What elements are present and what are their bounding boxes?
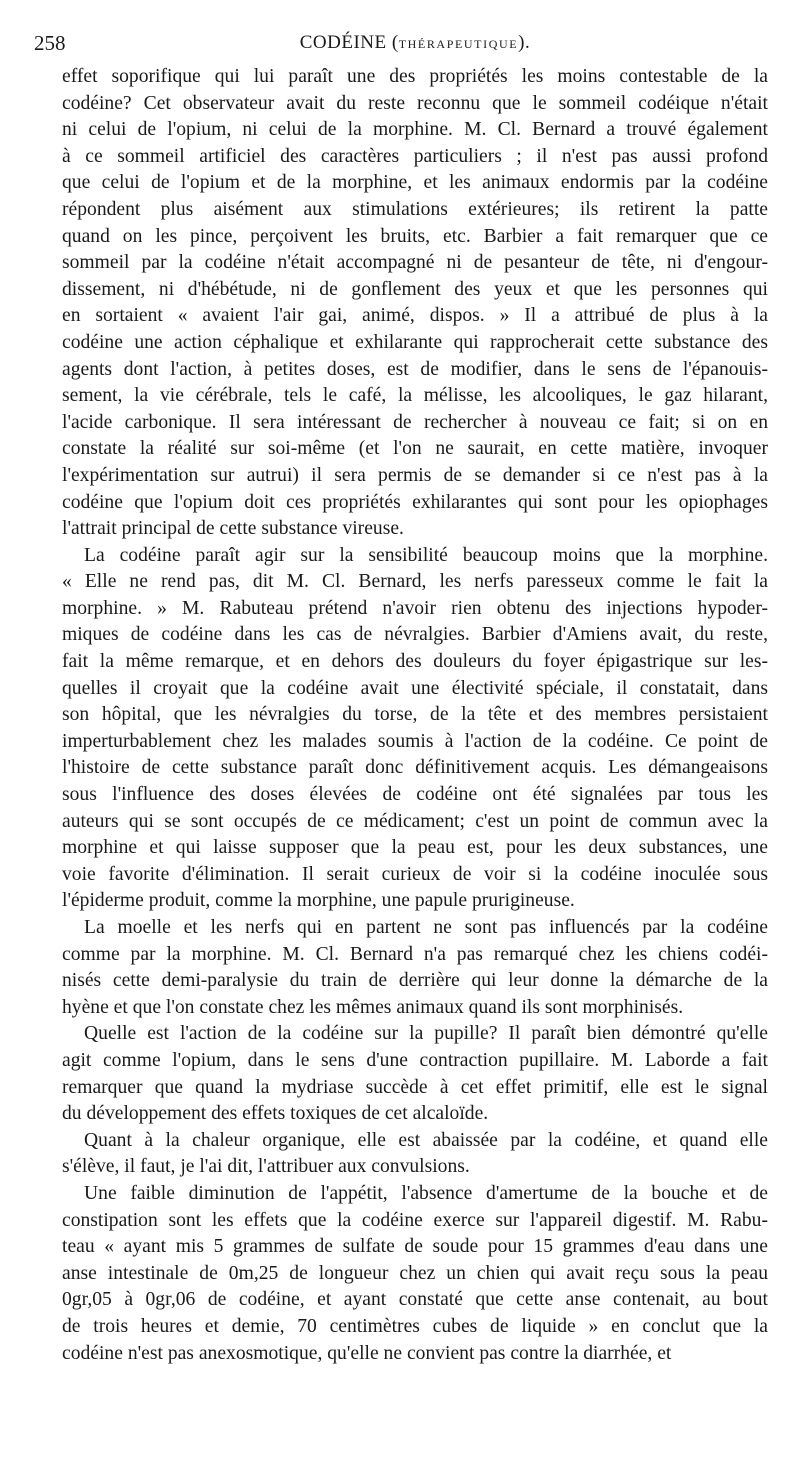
text-line: ni celui de l'opium, ni celui de la morphine. M. Cl. Bernard a trouvé également <box>62 119 768 141</box>
text-line: dissement, ni d'hébétude, ni de gonflement des yeux et que les personnes qui <box>62 278 768 300</box>
text-line: constipation sont les effets que la codéine exerce sur l'appareil digestif. M. Rabu- <box>62 1209 768 1231</box>
text-line: hyène et que l'on constate chez les mêmes animaux quand ils sont morphinisés. <box>62 996 684 1018</box>
text-line: morphine et qui laisse supposer que la peau est, pour les deux substances, une <box>62 837 768 859</box>
running-title-main: CODÉINE ( <box>299 32 399 53</box>
text-line: remarquer que quand la mydriase succède à cet effet primitif, elle est le signal <box>62 1076 768 1098</box>
text-line: Quelle est l'action de la codéine sur la pupille? Il paraît bien démontré qu'elle <box>84 1023 768 1045</box>
text-line: imperturbablement chez les malades soumis à l'action de la codéine. Ce point de <box>62 730 768 752</box>
text-line: anse intestinale de 0m,25 de longueur chez un chien qui avait reçu sous la peau <box>62 1262 768 1284</box>
running-title <box>62 28 768 59</box>
text-line: codéine? Cet observateur avait du reste reconnu que le sommeil codéique n'était <box>62 92 768 114</box>
text-line: effet soporifique qui lui paraît une des propriétés les moins contestable de la <box>62 66 768 87</box>
text-line: nisés cette demi-paralysie du train de derrière qui leur donne la démarche de la <box>62 970 768 992</box>
paragraph <box>62 64 768 543</box>
text-line: La moelle et les nerfs qui en partent ne sont pas influencés par la codéine <box>84 917 768 938</box>
text-line: son hôpital, que les névralgies du torse, de la tête et des membres persistaient <box>62 704 768 726</box>
text-line: miques de codéine dans les cas de névralgies. Barbier d'Amiens avait, du reste, <box>62 624 768 646</box>
text-line: comme par la morphine. M. Cl. Bernard n'a pas remarqué chez les chiens codéi- <box>62 943 768 965</box>
text-line: répondent plus aisément aux stimulations extérieures; ils retirent la patte <box>62 198 768 220</box>
text-line: l'acide carbonique. Il sera intéressant de rechercher à nouveau ce fait; si on en <box>62 411 768 433</box>
paragraph <box>62 1128 768 1181</box>
paragraph <box>62 915 768 1021</box>
text-line: teau « ayant mis 5 grammes de sulfate de soude pour 15 grammes d'eau dans une <box>62 1236 768 1258</box>
text-line: sommeil par la codéine n'était accompagné ni de pesanteur de tête, ni d'engour- <box>62 252 768 274</box>
text-line: quand on les pince, perçoivent les bruits, etc. Barbier a fait remarquer que ce <box>62 225 768 247</box>
paragraph <box>62 1021 768 1127</box>
text-line: La codéine paraît agir sur la sensibilité beaucoup moins que la morphine. <box>84 544 768 566</box>
book-page <box>34 28 768 1367</box>
text-line: que celui de l'opium et de la morphine, et les animaux endormis par la codéine <box>62 172 768 194</box>
page-header <box>34 28 768 58</box>
text-line: sement, la vie cérébrale, tels le café, la mélisse, les alcooliques, le gaz hilarant, <box>62 385 768 407</box>
body-text <box>62 64 768 1367</box>
text-line: à ce sommeil artificiel des caractères particuliers ; il n'est pas aussi profond <box>62 145 768 167</box>
text-line: 0gr,05 à 0gr,06 de codéine, et ayant constaté que cette anse contenait, au bout <box>62 1289 768 1311</box>
text-line: morphine. » M. Rabuteau prétend n'avoir rien obtenu des injections hypoder- <box>62 597 768 619</box>
text-line: codéine que l'opium doit ces propriétés exhilarantes qui sont pour les opiophages <box>62 491 768 513</box>
paragraph <box>62 1181 768 1367</box>
text-line: codéine une action céphalique et exhilarante qui rapprocherait cette substance des <box>62 331 768 353</box>
text-line: agents dont l'action, à petites doses, est de modifier, dans le sens de l'épanouis- <box>62 358 768 380</box>
text-line: Quant à la chaleur organique, elle est abaissée par la codéine, et quand elle <box>84 1129 768 1151</box>
text-line: « Elle ne rend pas, dit M. Cl. Bernard, les nerfs paresseux comme le fait la <box>62 571 768 593</box>
text-line: l'expérimentation sur autrui) il sera permis de se demander si ce n'est pas à la <box>62 464 768 486</box>
text-line: fait la même remarque, et en dehors des douleurs du foyer épigastrique sur les- <box>62 651 768 673</box>
text-line: l'attrait principal de cette substance vireuse. <box>62 518 404 540</box>
text-line: de trois heures et demie, 70 centimètres cubes de liquide » en conclut que la <box>62 1315 768 1337</box>
text-line: l'histoire de cette substance paraît donc définitivement acquis. Les démangeaisons <box>62 757 768 779</box>
text-line: codéine n'est pas anexosmotique, qu'elle ne convient pas contre la diarrhée, et <box>62 1342 672 1364</box>
text-line: Une faible diminution de l'appétit, l'absence d'amertume de la bouche et de <box>84 1182 768 1204</box>
text-line: constate la réalité sur soi-même (et l'on ne saurait, en cette matière, invoquer <box>62 438 768 460</box>
paragraph <box>62 543 768 915</box>
text-line: s'élève, il faut, je l'ai dit, l'attribuer aux convulsions. <box>62 1156 470 1178</box>
text-line: en sortaient « avaient l'air gai, animé, dispos. » Il a attribué de plus à la <box>62 305 768 327</box>
running-title-sub: THÉRAPEUTIQUE <box>398 37 519 51</box>
text-line: auteurs qui se sont occupés de ce médicament; c'est un point de commun avec la <box>62 810 768 832</box>
text-line: quelles il croyait que la codéine avait une électivité spéciale, il constatait, dans <box>62 677 768 699</box>
running-title-end: ). <box>518 32 531 53</box>
text-line: l'épiderme produit, comme la morphine, une papule prurigineuse. <box>62 890 575 912</box>
text-line: agit comme l'opium, dans le sens d'une contraction pupillaire. M. Laborde a fait <box>62 1049 768 1071</box>
text-line: du développement des effets toxiques de cet alcaloïde. <box>62 1103 489 1125</box>
text-line: voie favorite d'élimination. Il serait curieux de voir si la codéine inoculée sous <box>62 863 768 885</box>
text-line: sous l'influence des doses élevées de codéine ont été signalées par tous les <box>62 784 768 806</box>
page-number: 258 <box>34 31 66 55</box>
